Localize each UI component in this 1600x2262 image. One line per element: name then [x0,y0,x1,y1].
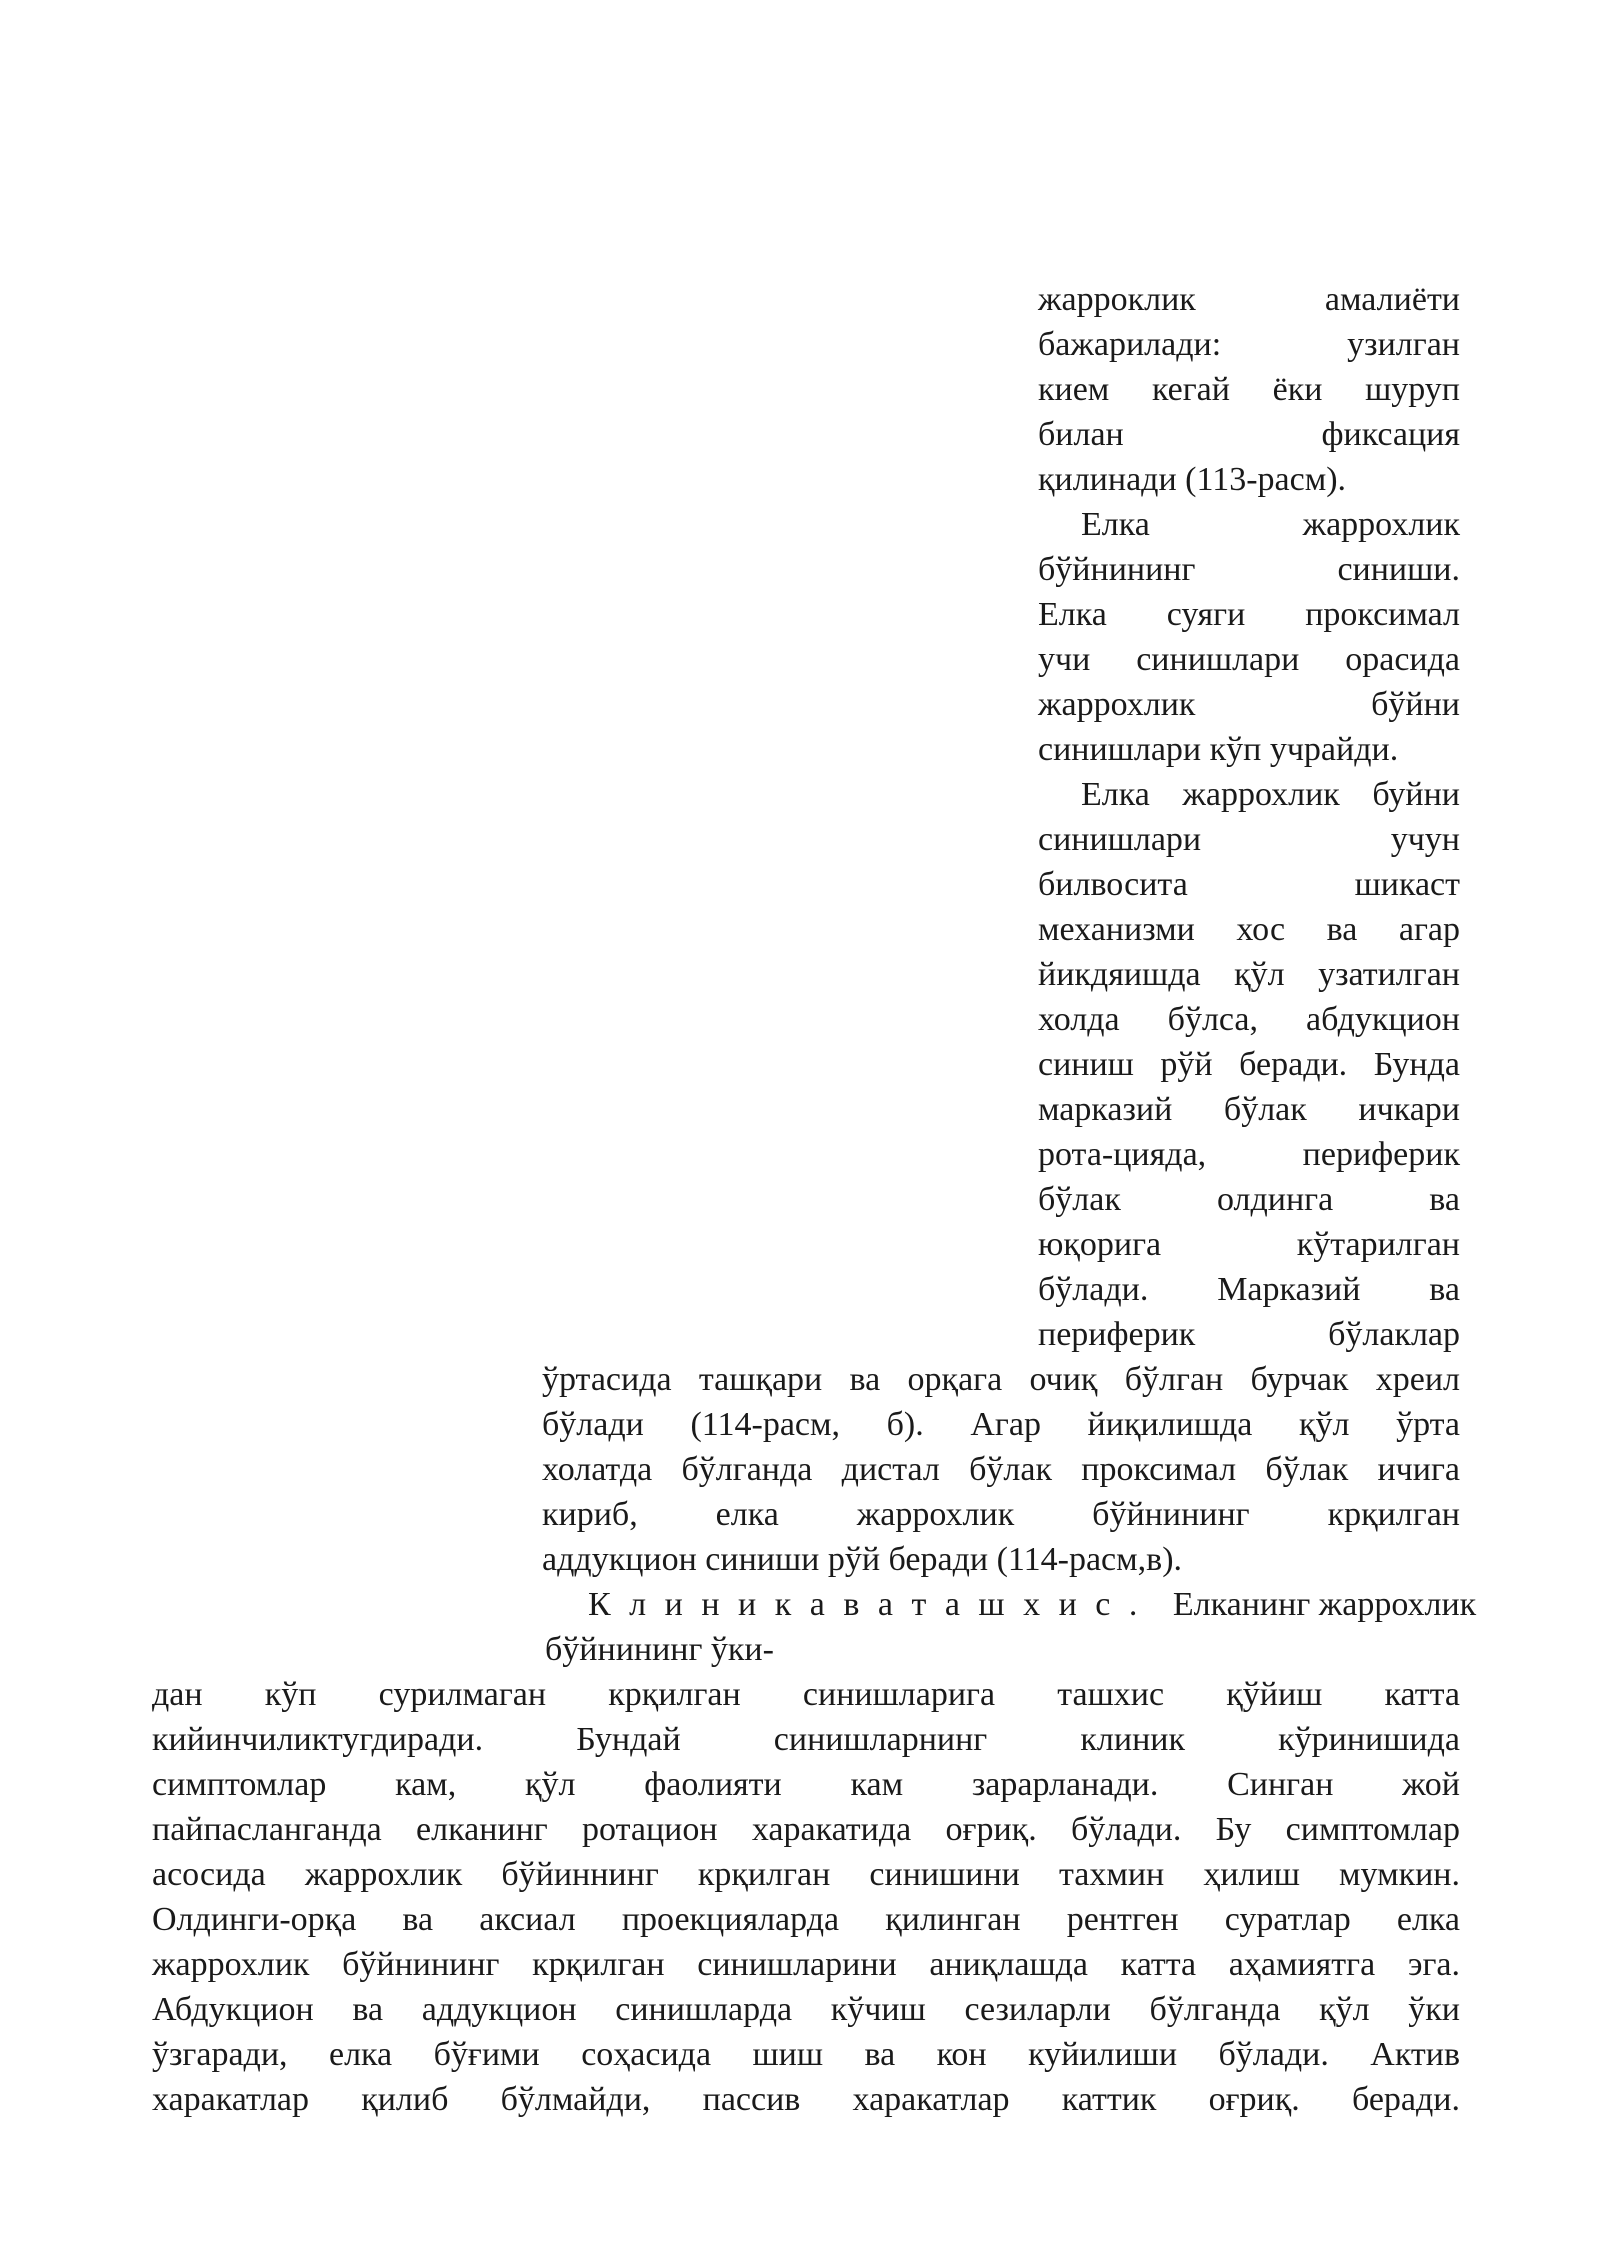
text-line: кириб, елка жаррохлик бўйнининг крқилган [542,1496,1460,1533]
text-line: синишлари учун [1038,821,1460,858]
text-line: аддукцион синиши рўй беради (114-расм,в). [542,1541,1183,1578]
text-line: механизми хос ва агар [1038,911,1460,948]
section-heading-text: Елканинг жаррохлик [1172,1586,1477,1623]
text-line: бажарилади: узилган [1038,326,1460,363]
text-line: юқорига кўтарилган [1038,1226,1460,1263]
text-line: рота-цияда, периферик [1038,1136,1460,1173]
text-line: кийинчиликтугдиради. Бундай синишларнинг клиник кўринишида [152,1721,1460,1758]
text-line: кием кегай ёки шуруп [1038,371,1460,408]
text-line: йикдяишда қўл узатилган [1038,956,1460,993]
paragraph-first-line: Елка жаррохлик буйни [1081,776,1460,813]
text-line: дан кўп сурилмаган крқилган синишларига ташхис қўйиш катта [152,1676,1460,1713]
text-line: симптомлар кам, қўл фаолияти кам зарарланади. Синган жой [152,1766,1460,1803]
text-line: учи синишлари орасида [1038,641,1460,678]
text-line: синишлари кўп учрайди. [1038,731,1399,768]
text-line: бўйнининг ўки- [545,1631,774,1668]
text-line: бўйнининг синиши. [1038,551,1460,588]
text-line: холда бўлса, абдукцион [1038,1001,1460,1038]
text-line: билвосита шикаст [1038,866,1460,903]
text-line: жарроклик амалиёти [1038,281,1460,318]
text-line: Олдинги-орқа ва аксиал проекцияларда қилинган рентген суратлар елка [152,1901,1460,1938]
text-line: марказий бўлак ичкари [1038,1091,1460,1128]
text-line: билан фиксация [1038,416,1460,453]
text-line: асосида жаррохлик бўйиннинг крқилган синишини тахмин ҳилиш мумкин. [152,1856,1460,1893]
text-line: Елка суяги проксимал [1038,596,1460,633]
text-line: холатда бўлганда дистал бўлак проксимал бўлак ичига [542,1451,1460,1488]
text-line: ўзгаради, елка бўғими соҳасида шиш ва кон куйилиши бўлади. Актив [152,2036,1460,2073]
section-run-in-title: К л и н и к а в а т а ш х и с . [588,1586,1143,1623]
paragraph-first-line: Елка жаррохлик [1081,506,1460,543]
text-line: ўртасида ташқари ва орқага очиқ бўлган бурчак хреил [542,1361,1460,1398]
text-line: бўлади. Марказий ва [1038,1271,1460,1308]
text-line: харакатлар қилиб бўлмайди, пассив харакатлар каттик оғриқ. беради. [152,2081,1460,2118]
text-line: бўлак олдинга ва [1038,1181,1460,1218]
text-line: бўлади (114-расм, б). Агар йиқилишда қўл ўрта [542,1406,1460,1443]
text-line: жаррохлик бўйни [1038,686,1460,723]
section-heading-line [588,1582,1477,1628]
text-line: Абдукцион ва аддукцион синишларда кўчиш сезиларли бўлганда қўл ўки [152,1991,1460,2028]
text-line: жаррохлик бўйнининг крқилган синишларини аниқлашда катта аҳамиятга эга. [152,1946,1460,1983]
text-line: синиш рўй беради. Бунда [1038,1046,1460,1083]
text-line: пайпасланганда елканинг ротацион харакатида оғриқ. бўлади. Бу симптомлар [152,1811,1460,1848]
text-line: периферик бўлаклар [1038,1316,1460,1353]
text-line: қилинади (113-расм). [1038,461,1347,498]
